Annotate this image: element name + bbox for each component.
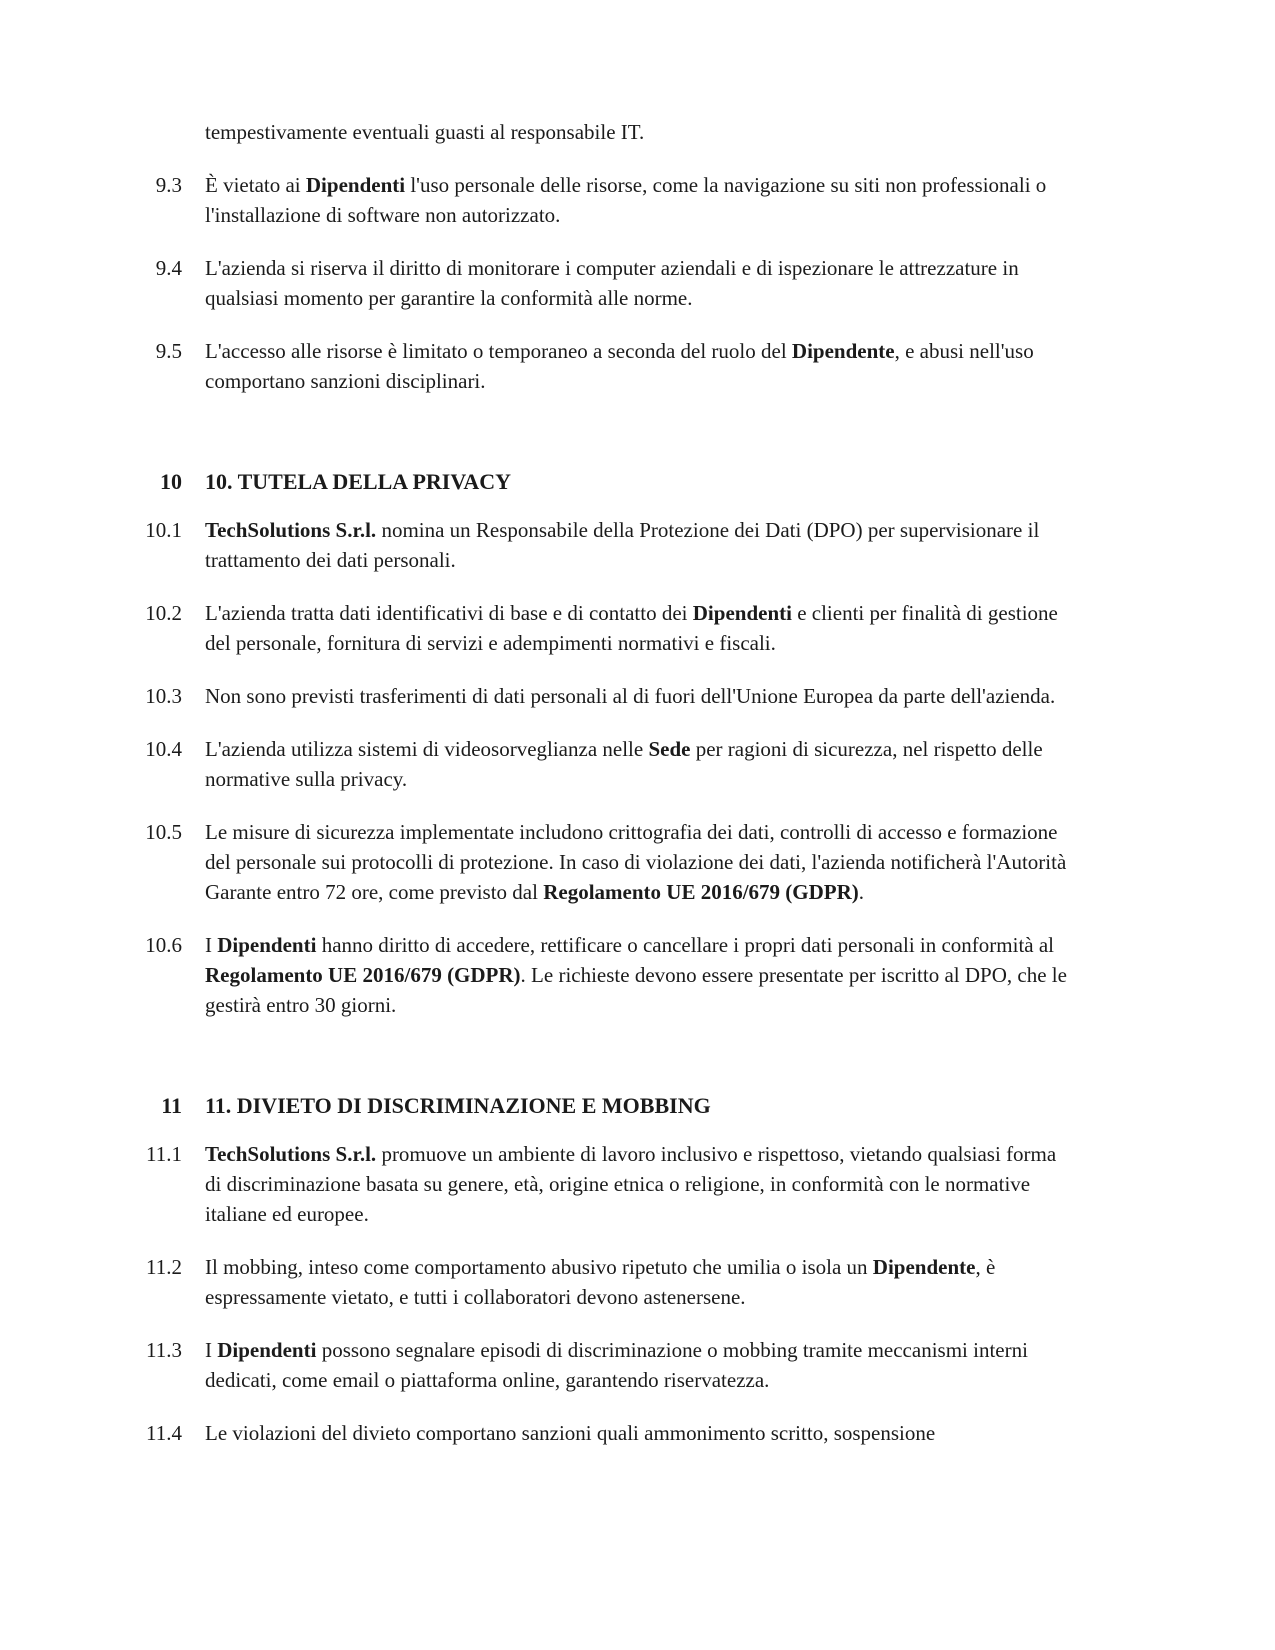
section-title — [182, 1091, 1073, 1121]
text-segment: TechSolutions S.r.l. — [205, 518, 377, 542]
clause-text — [182, 170, 1073, 230]
text-segment: Dipendenti — [217, 1338, 317, 1362]
text-segment: Dipendente — [791, 339, 895, 363]
text-segment: promuove un ambiente di lavoro inclusivo e rispettoso, vietando qualsiasi forma di discriminazione basata su genere, età, origine etnica o religione, in conformità con le normative italiane ed europee. — [205, 1142, 1057, 1226]
clause-row — [0, 170, 1125, 253]
text-segment: e clienti per finalità di gestione del personale, fornitura di servizi e adempimenti normativi e fiscali. — [205, 601, 1058, 655]
section-title — [182, 467, 1073, 497]
clause-number: 9.4 — [155, 256, 182, 280]
clause-text — [182, 734, 1073, 794]
text-segment: Sede — [648, 737, 691, 761]
text-segment: Il mobbing, inteso come comportamento abusivo ripetuto che umilia o isola un — [205, 1255, 873, 1279]
section-heading-row — [0, 1043, 1125, 1139]
clause-row — [0, 681, 1125, 734]
text-segment: TechSolutions S.r.l. — [205, 1142, 377, 1166]
text-segment: Dipendente — [872, 1255, 976, 1279]
text-segment: L'accesso alle risorse è limitato o temporaneo a seconda del ruolo del — [205, 339, 792, 363]
clause-row — [0, 930, 1125, 1043]
clause-text — [182, 515, 1073, 575]
clause-number: 10.1 — [145, 518, 182, 542]
clause-number: 9.5 — [155, 339, 182, 363]
clause-text — [182, 1418, 1073, 1448]
text-segment: Regolamento UE 2016/679 (GDPR) — [205, 963, 521, 987]
text-segment: Dipendenti — [217, 933, 317, 957]
text-segment: I — [205, 933, 218, 957]
clause-row — [0, 253, 1125, 336]
text-segment: L'azienda tratta dati identificativi di base e di contatto dei — [205, 601, 693, 625]
clause-number: 10.3 — [145, 684, 182, 708]
clause-text — [182, 681, 1073, 711]
clause-row — [0, 734, 1125, 817]
text-segment: Dipendenti — [305, 173, 406, 197]
text-segment: possono segnalare episodi di discriminazione o mobbing tramite meccanismi interni dedicati, come email o piattaforma online, garantendo riservatezza. — [205, 1338, 1028, 1392]
text-segment: , e abusi nell'uso comportano sanzioni disciplinari. — [205, 339, 1034, 393]
clause-row — [0, 817, 1125, 930]
text-segment: Le violazioni del divieto comportano sanzioni quali ammonimento scritto, sospensione — [205, 1421, 936, 1445]
clause-number: 11.2 — [146, 1255, 182, 1279]
text-segment: L'azienda si riserva il diritto di monitorare i computer aziendali e di ispezionare le attrezzature in qualsiasi momento per garantire la conformità alle norme. — [205, 256, 1019, 310]
text-segment: L'azienda utilizza sistemi di videosorveglianza nelle — [205, 737, 649, 761]
clause-row — [0, 1139, 1125, 1252]
text-segment: Regolamento UE 2016/679 (GDPR) — [543, 880, 859, 904]
clause-text — [182, 336, 1073, 396]
text-segment: . — [858, 880, 865, 904]
clause-text — [182, 1252, 1073, 1312]
clause-row — [0, 1418, 1125, 1471]
clause-text — [182, 817, 1073, 907]
clause-number: 11.1 — [146, 1142, 182, 1166]
clause-text — [182, 1335, 1073, 1395]
text-segment: Dipendenti — [692, 601, 792, 625]
clause-number: 11.4 — [146, 1421, 182, 1445]
clause-text — [182, 1139, 1073, 1229]
clause-text — [182, 598, 1073, 658]
clause-number: 10.2 — [145, 601, 182, 625]
text-segment: Le misure di sicurezza implementate includono crittografia dei dati, controlli di accesso e formazione del personale sui protocolli di protezione. In caso di violazione dei dati, l'azienda notificherà l'Autorità Garante entro 72 ore, come previsto dal — [205, 820, 1067, 904]
text-segment: per ragioni di sicurezza, nel rispetto delle normative sulla privacy. — [205, 737, 1043, 791]
clause-row — [0, 1252, 1125, 1335]
text-segment: l'uso personale delle risorse, come la navigazione su siti non professionali o l'installazione di software non autorizzato. — [205, 173, 1047, 227]
text-segment: È vietato ai — [205, 173, 306, 197]
clause-text — [182, 253, 1073, 313]
text-segment: Non sono previsti trasferimenti di dati personali al di fuori dell'Unione Europea da parte dell'azienda. — [205, 684, 1056, 708]
clause-row — [0, 1335, 1125, 1418]
clause-number: 10.6 — [145, 933, 182, 957]
text-segment: 11. DIVIETO DI DISCRIMINAZIONE E MOBBING — [205, 1093, 711, 1118]
clause-number: 10.4 — [145, 737, 182, 761]
text-segment: . Le richieste devono essere presentate per iscritto al DPO, che le gestirà entro 30 giorni. — [205, 963, 1067, 1017]
section-number: 10 — [160, 469, 182, 494]
section-number: 11 — [161, 1093, 182, 1118]
clause-number: 9.3 — [155, 173, 182, 197]
text-segment: hanno diritto di accedere, rettificare o cancellare i propri dati personali in conformità al — [316, 933, 1055, 957]
text-segment: tempestivamente eventuali guasti al responsabile IT. — [205, 120, 645, 144]
clause-row — [0, 598, 1125, 681]
clause-row — [0, 336, 1125, 419]
section-heading-row — [0, 419, 1125, 515]
clause-row — [0, 117, 1125, 170]
clause-text — [182, 930, 1073, 1020]
text-segment: , è espressamente vietato, e tutti i collaboratori devono astenersene. — [205, 1255, 996, 1309]
clause-row — [0, 515, 1125, 598]
text-segment: I — [205, 1338, 218, 1362]
clause-number: 11.3 — [146, 1338, 182, 1362]
clause-text — [182, 117, 1073, 147]
text-segment: 10. TUTELA DELLA PRIVACY — [205, 469, 512, 494]
text-segment: nomina un Responsabile della Protezione dei Dati (DPO) per supervisionare il trattamento dei dati personali. — [205, 518, 1040, 572]
clause-number: 10.5 — [145, 820, 182, 844]
